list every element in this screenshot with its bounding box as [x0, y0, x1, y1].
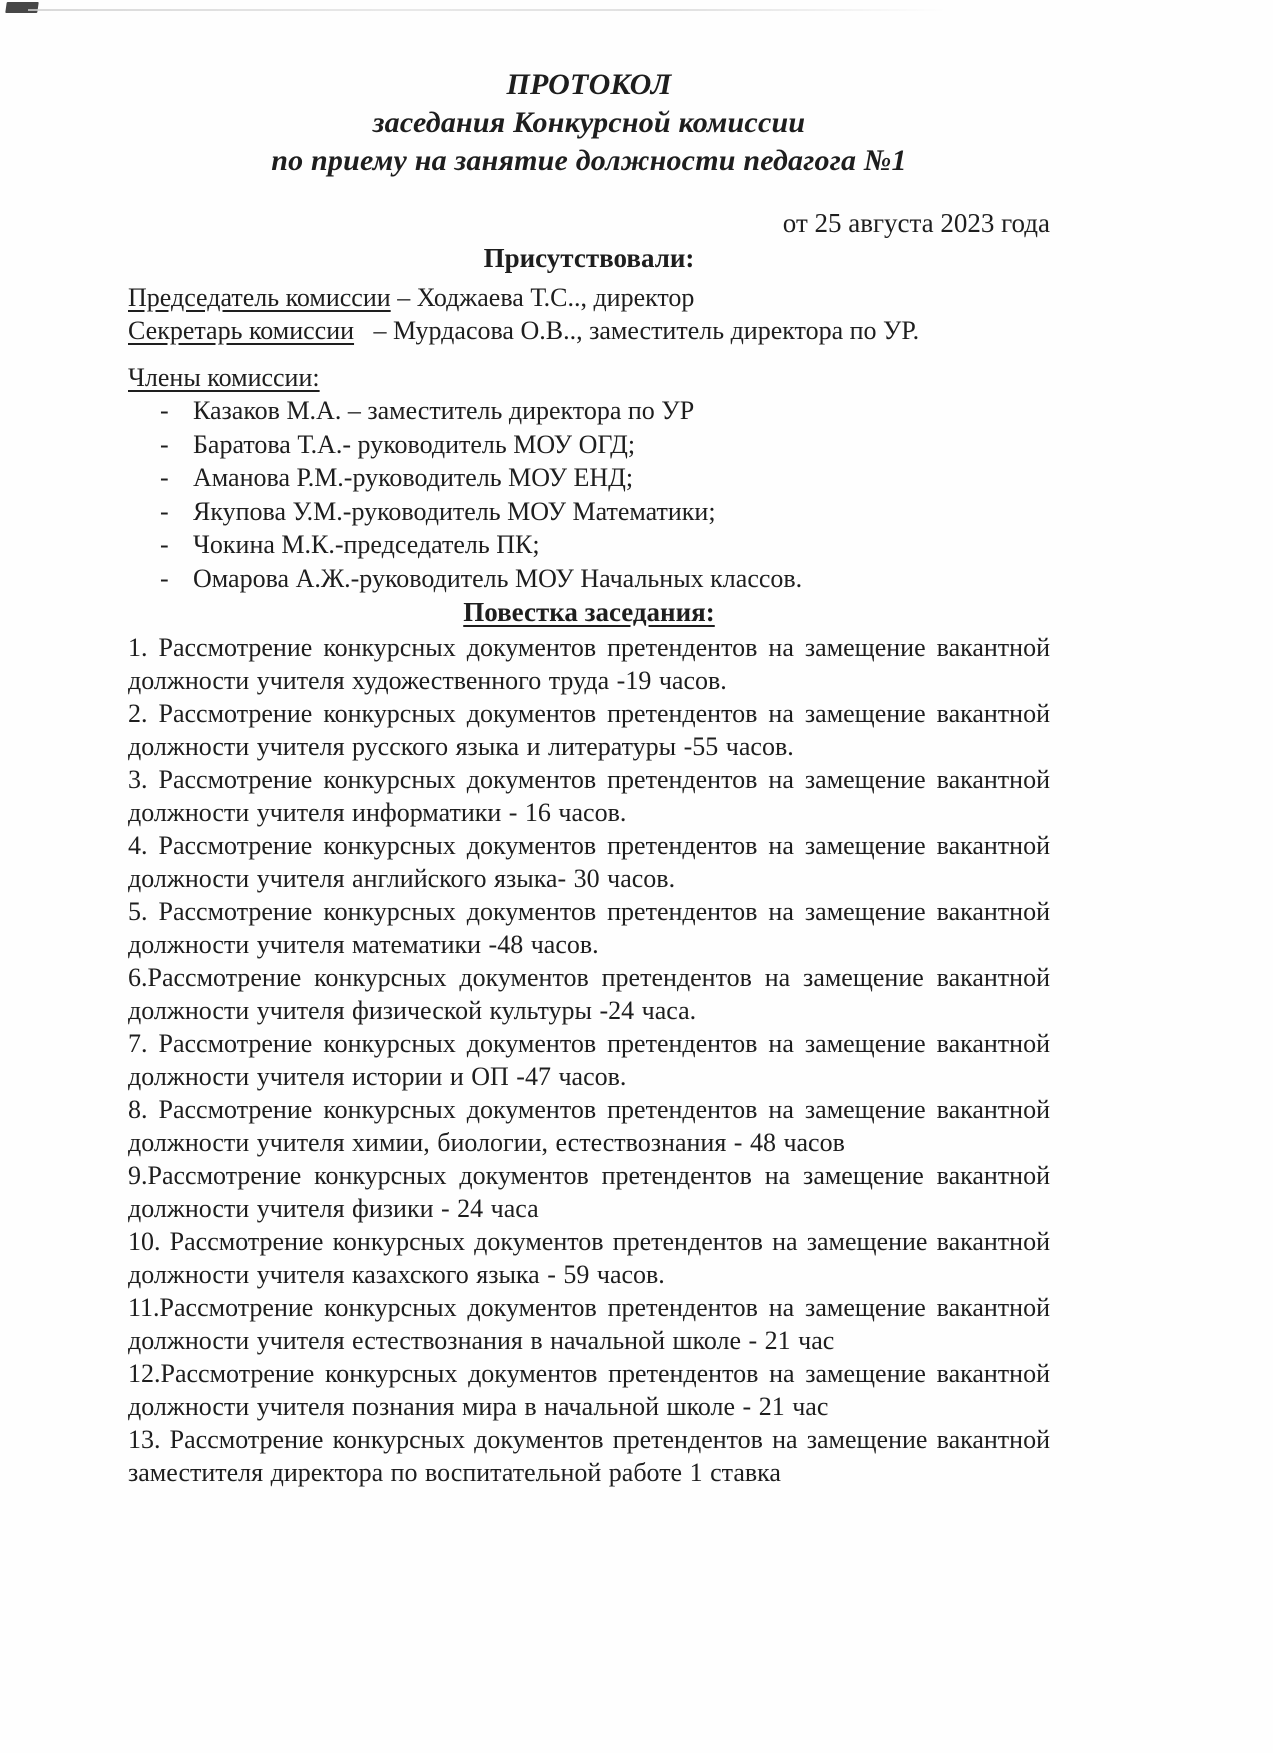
- dash-marker: -: [160, 496, 169, 526]
- agenda-item: 2. Рассмотрение конкурсных документов претендентов на замещение вакантной должности учителя русского языка и литературы -55 часов.: [128, 699, 1050, 761]
- attendees-heading: Присутствовали:: [483, 243, 695, 273]
- member-item: [160, 461, 1050, 495]
- dash-marker: -: [160, 563, 169, 593]
- agenda-item: 9.Рассмотрение конкурсных документов претендентов на замещение вакантной должности учителя физики - 24 часа: [128, 1161, 1050, 1223]
- agenda-item: 4. Рассмотрение конкурсных документов претендентов на замещение вакантной должности учителя английского языка- 30 часов.: [128, 831, 1050, 893]
- dash-marker: -: [160, 396, 169, 425]
- members-list: [128, 394, 1050, 595]
- agenda-item: 13. Рассмотрение конкурсных документов претендентов на замещение вакантной заместителя директора по воспитательной работе 1 ставка: [128, 1425, 1050, 1487]
- document-date: от 25 августа 2023 года: [782, 208, 1050, 238]
- agenda-item: 3. Рассмотрение конкурсных документов претендентов на замещение вакантной должности учителя информатики - 16 часов.: [128, 765, 1050, 827]
- member-item: [160, 394, 1050, 428]
- member-item: [160, 528, 1050, 562]
- member-text: Чокина М.К.-председатель ПК;: [193, 530, 540, 559]
- agenda-item: 1. Рассмотрение конкурсных документов претендентов на замещение вакантной должности учителя художественного труда -19 часов.: [128, 633, 1050, 695]
- secretary-label: Секретарь комиссии: [128, 316, 355, 345]
- agenda-item: 12.Рассмотрение конкурсных документов претендентов на замещение вакантной должности учителя познания мира в начальной школе - 21 час: [128, 1359, 1050, 1421]
- agenda-item: 11.Рассмотрение конкурсных документов претендентов на замещение вакантной должности учителя естествознания в начальной школе - 21 час: [128, 1293, 1050, 1355]
- document-subtitle-line-1: заседания Конкурсной комиссии: [372, 106, 806, 139]
- scan-artifact-top-line: [28, 9, 948, 11]
- member-text: Баратова Т.А.- руководитель МОУ ОГД;: [193, 429, 636, 459]
- chairman-line: [128, 281, 1050, 314]
- chairman-value: – Ходжаева Т.С.., директор: [390, 283, 695, 312]
- member-item: [160, 562, 1050, 596]
- member-text: Аманова Р.М.-руководитель МОУ ЕНД;: [193, 463, 634, 492]
- member-item: [160, 495, 1050, 529]
- agenda-item: 7. Рассмотрение конкурсных документов претендентов на замещение вакантной должности учителя истории и ОП -47 часов.: [128, 1029, 1050, 1091]
- secretary-value: – Мурдасова О.В.., заместитель директора по УР.: [354, 316, 920, 345]
- secretary-line: [128, 314, 1050, 347]
- members-heading: Члены комиссии:: [128, 363, 320, 392]
- agenda-item: 5. Рассмотрение конкурсных документов претендентов на замещение вакантной должности учителя математики -48 часов.: [128, 897, 1050, 959]
- document-title: ПРОТОКОЛ: [506, 68, 672, 101]
- agenda-item: 10. Рассмотрение конкурсных документов претендентов на замещение вакантной должности учителя казахского языка - 59 часов.: [128, 1227, 1050, 1289]
- dash-marker: -: [160, 463, 169, 492]
- dash-marker: -: [160, 530, 169, 559]
- agenda-item: 6.Рассмотрение конкурсных документов претендентов на замещение вакантной должности учителя физической культуры -24 часа.: [128, 963, 1050, 1025]
- member-text: Омарова А.Ж.-руководитель МОУ Начальных классов.: [193, 563, 803, 593]
- scan-artifact-corner: [5, 2, 39, 13]
- document-content: [128, 66, 1050, 1489]
- agenda-item: 8. Рассмотрение конкурсных документов претендентов на замещение вакантной должности учителя химии, биологии, естествознания - 48 часов: [128, 1095, 1050, 1157]
- member-text: Казаков М.А. – заместитель директора по УР: [193, 396, 695, 425]
- dash-marker: -: [160, 429, 169, 459]
- member-item: [160, 428, 1050, 462]
- document-subtitle-line-2: по приему на занятие должности педагога №1: [271, 144, 907, 177]
- agenda-heading: Повестка заседания:: [463, 597, 715, 627]
- agenda-list: [128, 631, 1050, 1489]
- member-text: Якупова У.М.-руководитель МОУ Математики;: [193, 496, 716, 526]
- chairman-label: Председатель комиссии: [128, 283, 391, 312]
